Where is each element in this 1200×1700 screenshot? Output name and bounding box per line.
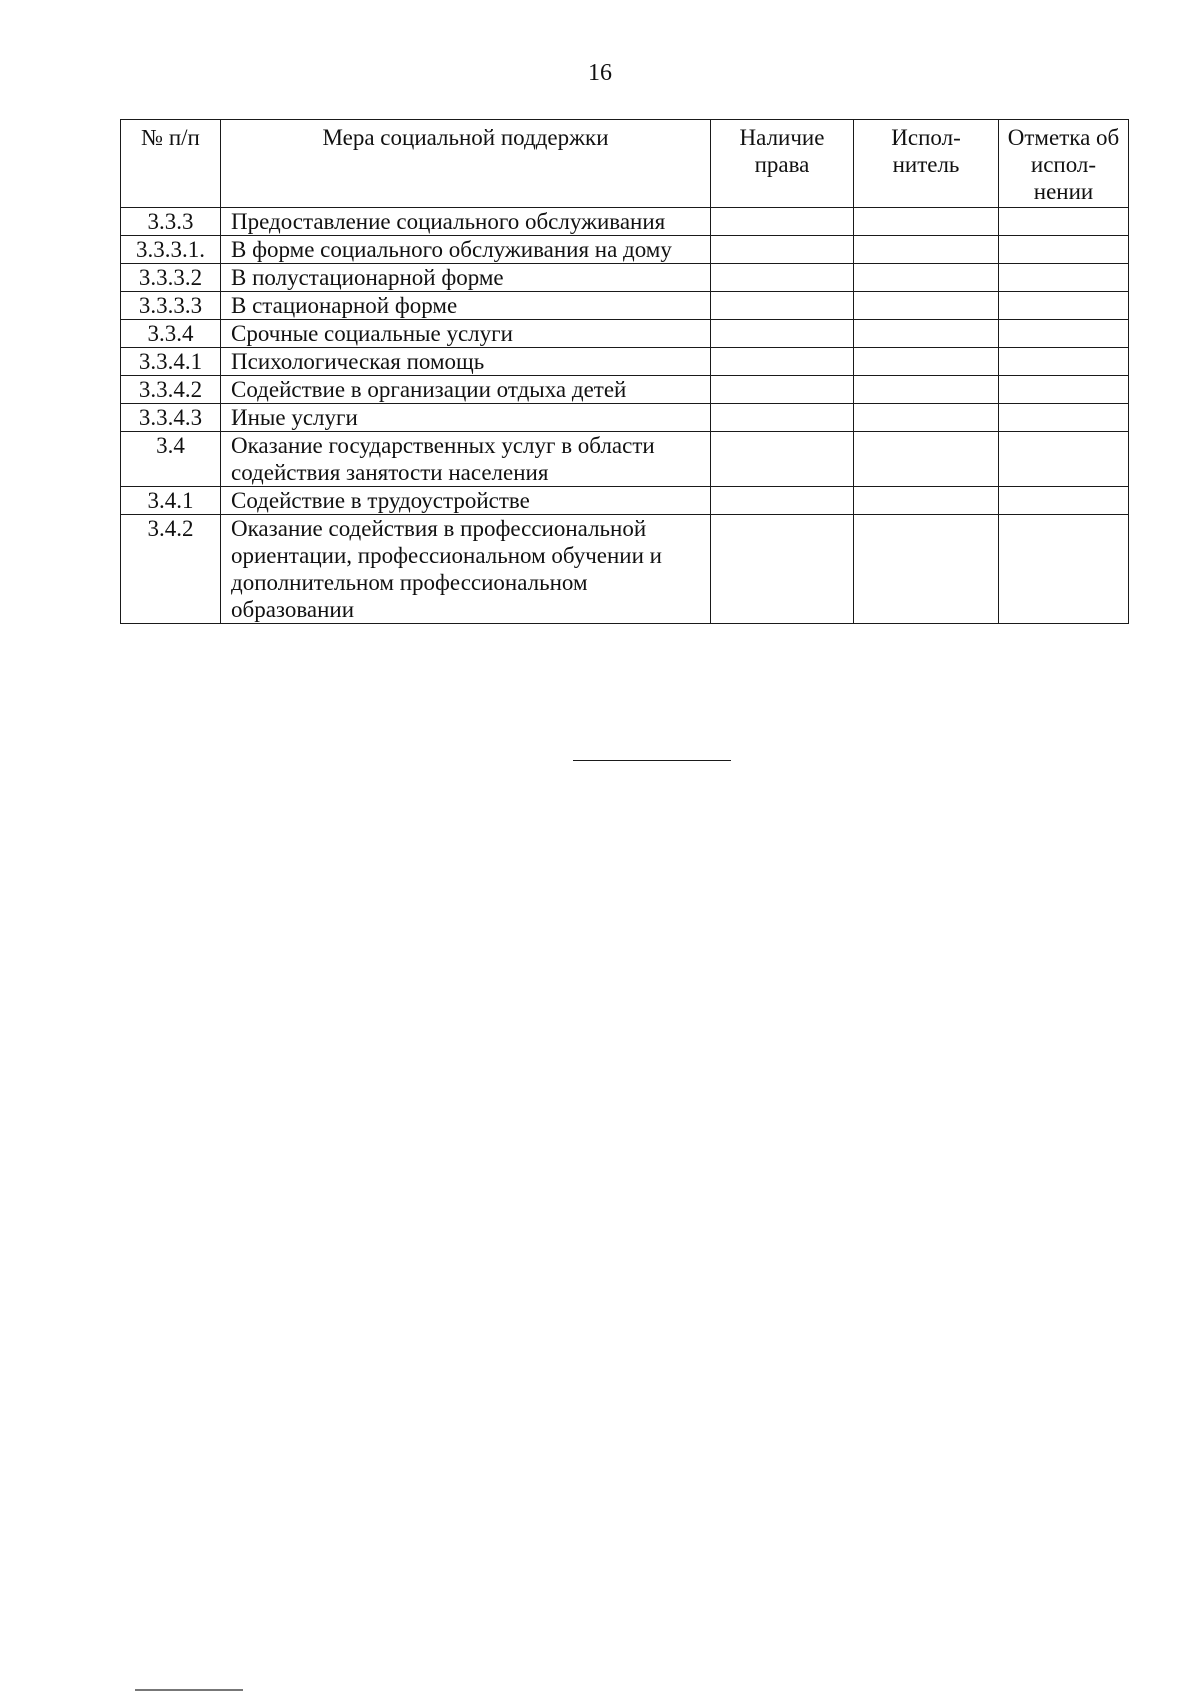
row-number: 3.3.3.3 [121,292,221,320]
executor-cell [854,376,999,404]
entitlement-cell [711,264,854,292]
table-row [121,320,1129,348]
entitlement-cell [711,487,854,515]
entitlement-cell [711,320,854,348]
row-number: 3.3.3.2 [121,264,221,292]
table-header-row [121,120,1129,208]
row-measure: Оказание содействия в профессиональной ориентации, профессиональном обучении и дополнительном профессиональном образовании [221,515,711,624]
execution-mark-cell [999,432,1129,487]
table-row [121,376,1129,404]
row-measure: В стационарной форме [221,292,711,320]
table-row [121,236,1129,264]
entitlement-cell [711,432,854,487]
executor-cell [854,404,999,432]
row-number: 3.3.4.3 [121,404,221,432]
social-support-table [120,119,1129,624]
closing-divider-line [573,760,731,761]
row-measure: Оказание государственных услуг в области содействия занятости населения [221,432,711,487]
table-row [121,264,1129,292]
table-row [121,404,1129,432]
execution-mark-cell [999,404,1129,432]
table-row [121,432,1129,487]
row-measure: В полустационарной форме [221,264,711,292]
executor-cell [854,487,999,515]
execution-mark-cell [999,292,1129,320]
scan-edge-mark [135,1689,243,1691]
row-number: 3.3.3.1. [121,236,221,264]
row-measure: Содействие в организации отдыха детей [221,376,711,404]
row-measure: Иные услуги [221,404,711,432]
row-measure: Срочные социальные услуги [221,320,711,348]
row-measure: Психологическая помощь [221,348,711,376]
executor-cell [854,515,999,624]
entitlement-cell [711,348,854,376]
execution-mark-cell [999,487,1129,515]
header-execution-mark: Отметка об испол- нении [999,120,1129,208]
row-number: 3.4.2 [121,515,221,624]
table-row [121,348,1129,376]
row-measure: В форме социального обслуживания на дому [221,236,711,264]
execution-mark-cell [999,264,1129,292]
executor-cell [854,236,999,264]
row-number: 3.4.1 [121,487,221,515]
row-number: 3.3.4.2 [121,376,221,404]
header-entitlement: Наличие права [711,120,854,208]
executor-cell [854,348,999,376]
row-number: 3.4 [121,432,221,487]
header-executor: Испол- нитель [854,120,999,208]
row-number: 3.3.4.1 [121,348,221,376]
row-measure: Предоставление социального обслуживания [221,208,711,236]
entitlement-cell [711,208,854,236]
header-number: № п/п [121,120,221,208]
executor-cell [854,432,999,487]
execution-mark-cell [999,515,1129,624]
entitlement-cell [711,236,854,264]
table-row [121,208,1129,236]
row-number: 3.3.3 [121,208,221,236]
header-measure: Мера социальной поддержки [221,120,711,208]
entitlement-cell [711,292,854,320]
execution-mark-cell [999,348,1129,376]
entitlement-cell [711,376,854,404]
execution-mark-cell [999,236,1129,264]
execution-mark-cell [999,208,1129,236]
row-measure: Содействие в трудоустройстве [221,487,711,515]
executor-cell [854,320,999,348]
executor-cell [854,208,999,236]
executor-cell [854,264,999,292]
table-row [121,515,1129,624]
executor-cell [854,292,999,320]
execution-mark-cell [999,320,1129,348]
execution-mark-cell [999,376,1129,404]
table-row [121,487,1129,515]
entitlement-cell [711,404,854,432]
table-row [121,292,1129,320]
entitlement-cell [711,515,854,624]
page-number: 16 [588,60,612,86]
row-number: 3.3.4 [121,320,221,348]
